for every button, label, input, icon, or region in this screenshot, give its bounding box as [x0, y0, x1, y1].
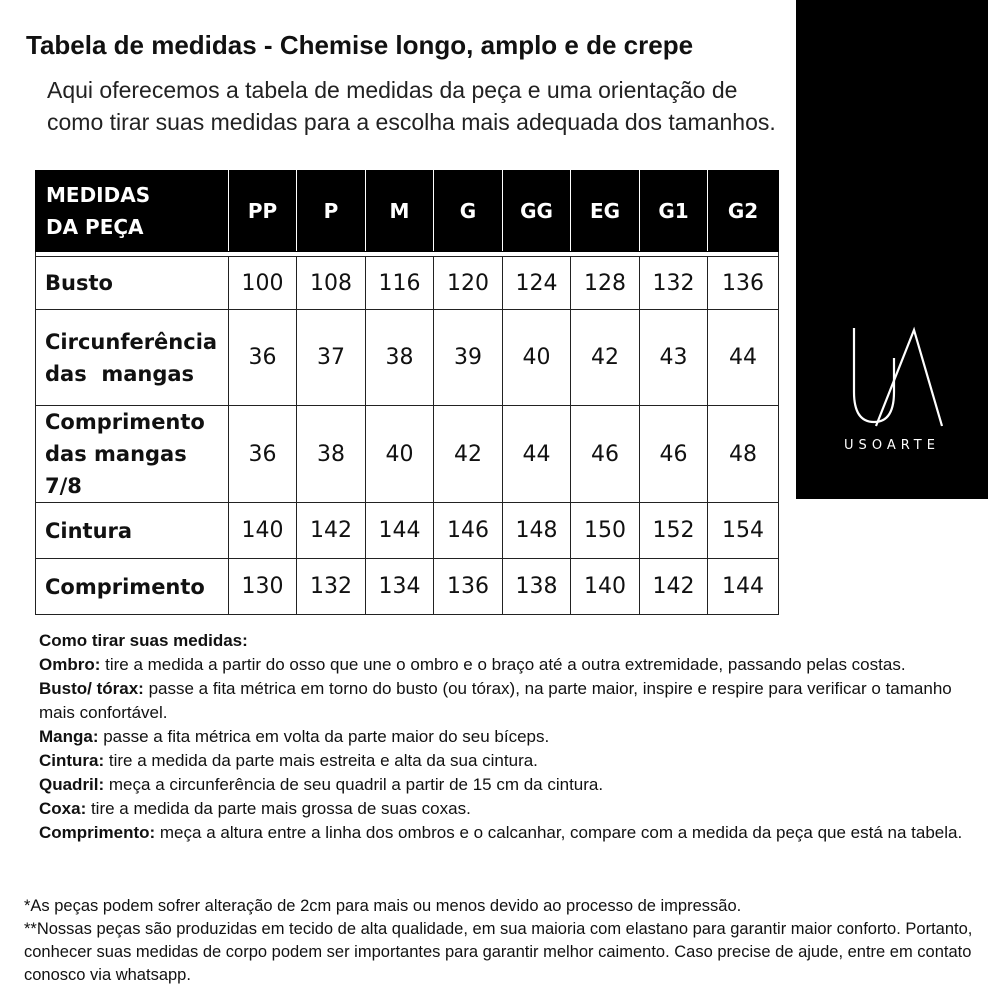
row-label-line1: Busto	[45, 271, 113, 295]
how-to-item	[39, 749, 969, 773]
table-cell: 148	[503, 503, 571, 559]
row-label	[36, 257, 229, 310]
table-cell: 132	[297, 559, 366, 615]
how-to-measure	[39, 629, 969, 845]
how-to-item	[39, 773, 969, 797]
page-title: Tabela de medidas - Chemise longo, amplo e de crepe	[26, 30, 694, 60]
table-cell: 100	[229, 257, 297, 310]
row-label-line1: Comprimento	[45, 410, 205, 434]
size-table-header	[36, 171, 779, 252]
table-cell: 108	[297, 257, 366, 310]
size-header: PP	[229, 171, 297, 252]
table-cell: 152	[640, 503, 708, 559]
size-header: G1	[640, 171, 708, 252]
table-cell: 40	[503, 310, 571, 406]
table-cell: 48	[708, 406, 779, 503]
brand-panel	[796, 0, 988, 499]
how-to-term: Coxa:	[39, 799, 87, 818]
table-cell: 44	[503, 406, 571, 503]
table-cell: 124	[503, 257, 571, 310]
table-cell: 38	[297, 406, 366, 503]
table-cell: 140	[229, 503, 297, 559]
table-cell: 144	[708, 559, 779, 615]
how-to-term: Busto/ tórax:	[39, 679, 144, 698]
table-cell: 142	[640, 559, 708, 615]
how-to-term: Comprimento:	[39, 823, 156, 842]
how-to-heading: Como tirar suas medidas:	[39, 631, 248, 650]
table-cell: 134	[366, 559, 434, 615]
table-cell: 38	[366, 310, 434, 406]
row-label	[36, 310, 229, 406]
table-cell: 46	[640, 406, 708, 503]
how-to-item	[39, 797, 969, 821]
table-cell: 144	[366, 503, 434, 559]
measure-header-line1: MEDIDAS	[46, 183, 151, 207]
measure-header-line2: DA PEÇA	[46, 215, 144, 239]
how-to-text: passe a fita métrica em volta da parte maior do seu bíceps.	[98, 727, 550, 746]
row-label-line2: das mangas	[45, 361, 195, 386]
size-header: G	[434, 171, 503, 252]
table-row	[36, 406, 779, 503]
table-cell: 37	[297, 310, 366, 406]
table-cell: 120	[434, 257, 503, 310]
size-header: GG	[503, 171, 571, 252]
how-to-text: tire a medida da parte mais estreita e alta da sua cintura.	[104, 751, 538, 770]
measure-header	[36, 171, 229, 252]
how-to-term: Manga:	[39, 727, 99, 746]
size-header: EG	[571, 171, 640, 252]
row-label-line1: Circunferência	[45, 329, 218, 354]
how-to-term: Ombro:	[39, 655, 101, 674]
table-cell: 130	[229, 559, 297, 615]
table-cell: 150	[571, 503, 640, 559]
table-cell: 136	[708, 257, 779, 310]
footnote: **Nossas peças são produzidas em tecido de alta qualidade, em sua maioria com elastano para garantir maior conforto. Portanto, conhecer suas medidas de corpo podem ser importantes para garantir melhor caimento. Caso precise de ajude, entre em contato conosco via whatsapp.	[24, 920, 973, 984]
brand-name: USOARTE	[844, 438, 940, 453]
how-to-text: passe a fita métrica em torno do busto (ou tórax), na parte maior, inspire e respire para verificar o tamanho mais confortável.	[39, 679, 952, 722]
table-cell: 136	[434, 559, 503, 615]
how-to-term: Cintura:	[39, 751, 105, 770]
table-cell: 46	[571, 406, 640, 503]
table-cell: 132	[640, 257, 708, 310]
table-row	[36, 310, 779, 406]
how-to-text: meça a altura entre a linha dos ombros e o calcanhar, compare com a medida da peça que está na tabela.	[155, 823, 963, 842]
table-cell: 42	[434, 406, 503, 503]
size-header: M	[366, 171, 434, 252]
table-cell: 44	[708, 310, 779, 406]
table-cell: 142	[297, 503, 366, 559]
how-to-text: tire a medida da parte mais grossa de suas coxas.	[86, 799, 471, 818]
how-to-text: meça a circunferência de seu quadril a partir de 15 cm da cintura.	[104, 775, 604, 794]
table-cell: 146	[434, 503, 503, 559]
ua-logo-icon	[848, 322, 944, 432]
row-label-line1: Comprimento	[45, 574, 205, 599]
table-row	[36, 503, 779, 559]
table-cell: 116	[366, 257, 434, 310]
how-to-text: tire a medida a partir do osso que une o ombro e o braço até a outra extremidade, passando pelas costas.	[100, 655, 906, 674]
table-row	[36, 559, 779, 615]
row-label	[36, 503, 229, 559]
size-header: P	[297, 171, 366, 252]
footnotes	[24, 895, 974, 987]
how-to-item	[39, 677, 969, 725]
table-cell: 140	[571, 559, 640, 615]
intro-text: Aqui oferecemos a tabela de medidas da peça e uma orientação de como tirar suas medidas para a escolha mais adequada dos tamanhos.	[47, 77, 776, 135]
table-cell: 39	[434, 310, 503, 406]
size-header: G2	[708, 171, 779, 252]
table-row	[36, 257, 779, 310]
table-cell: 36	[229, 406, 297, 503]
how-to-term: Quadril:	[39, 775, 105, 794]
row-label	[36, 406, 229, 503]
row-label	[36, 559, 229, 615]
row-label-line2: das mangas 7/8	[45, 442, 187, 498]
how-to-item	[39, 725, 969, 749]
how-to-item	[39, 821, 969, 845]
table-cell: 42	[571, 310, 640, 406]
table-cell: 36	[229, 310, 297, 406]
how-to-item	[39, 653, 969, 677]
table-cell: 43	[640, 310, 708, 406]
table-cell: 128	[571, 257, 640, 310]
table-cell: 154	[708, 503, 779, 559]
table-cell: 40	[366, 406, 434, 503]
table-cell: 138	[503, 559, 571, 615]
size-table	[35, 170, 779, 615]
row-label-line1: Cintura	[45, 518, 133, 543]
footnote: *As peças podem sofrer alteração de 2cm para mais ou menos devido ao processo de impressão.	[24, 897, 742, 915]
